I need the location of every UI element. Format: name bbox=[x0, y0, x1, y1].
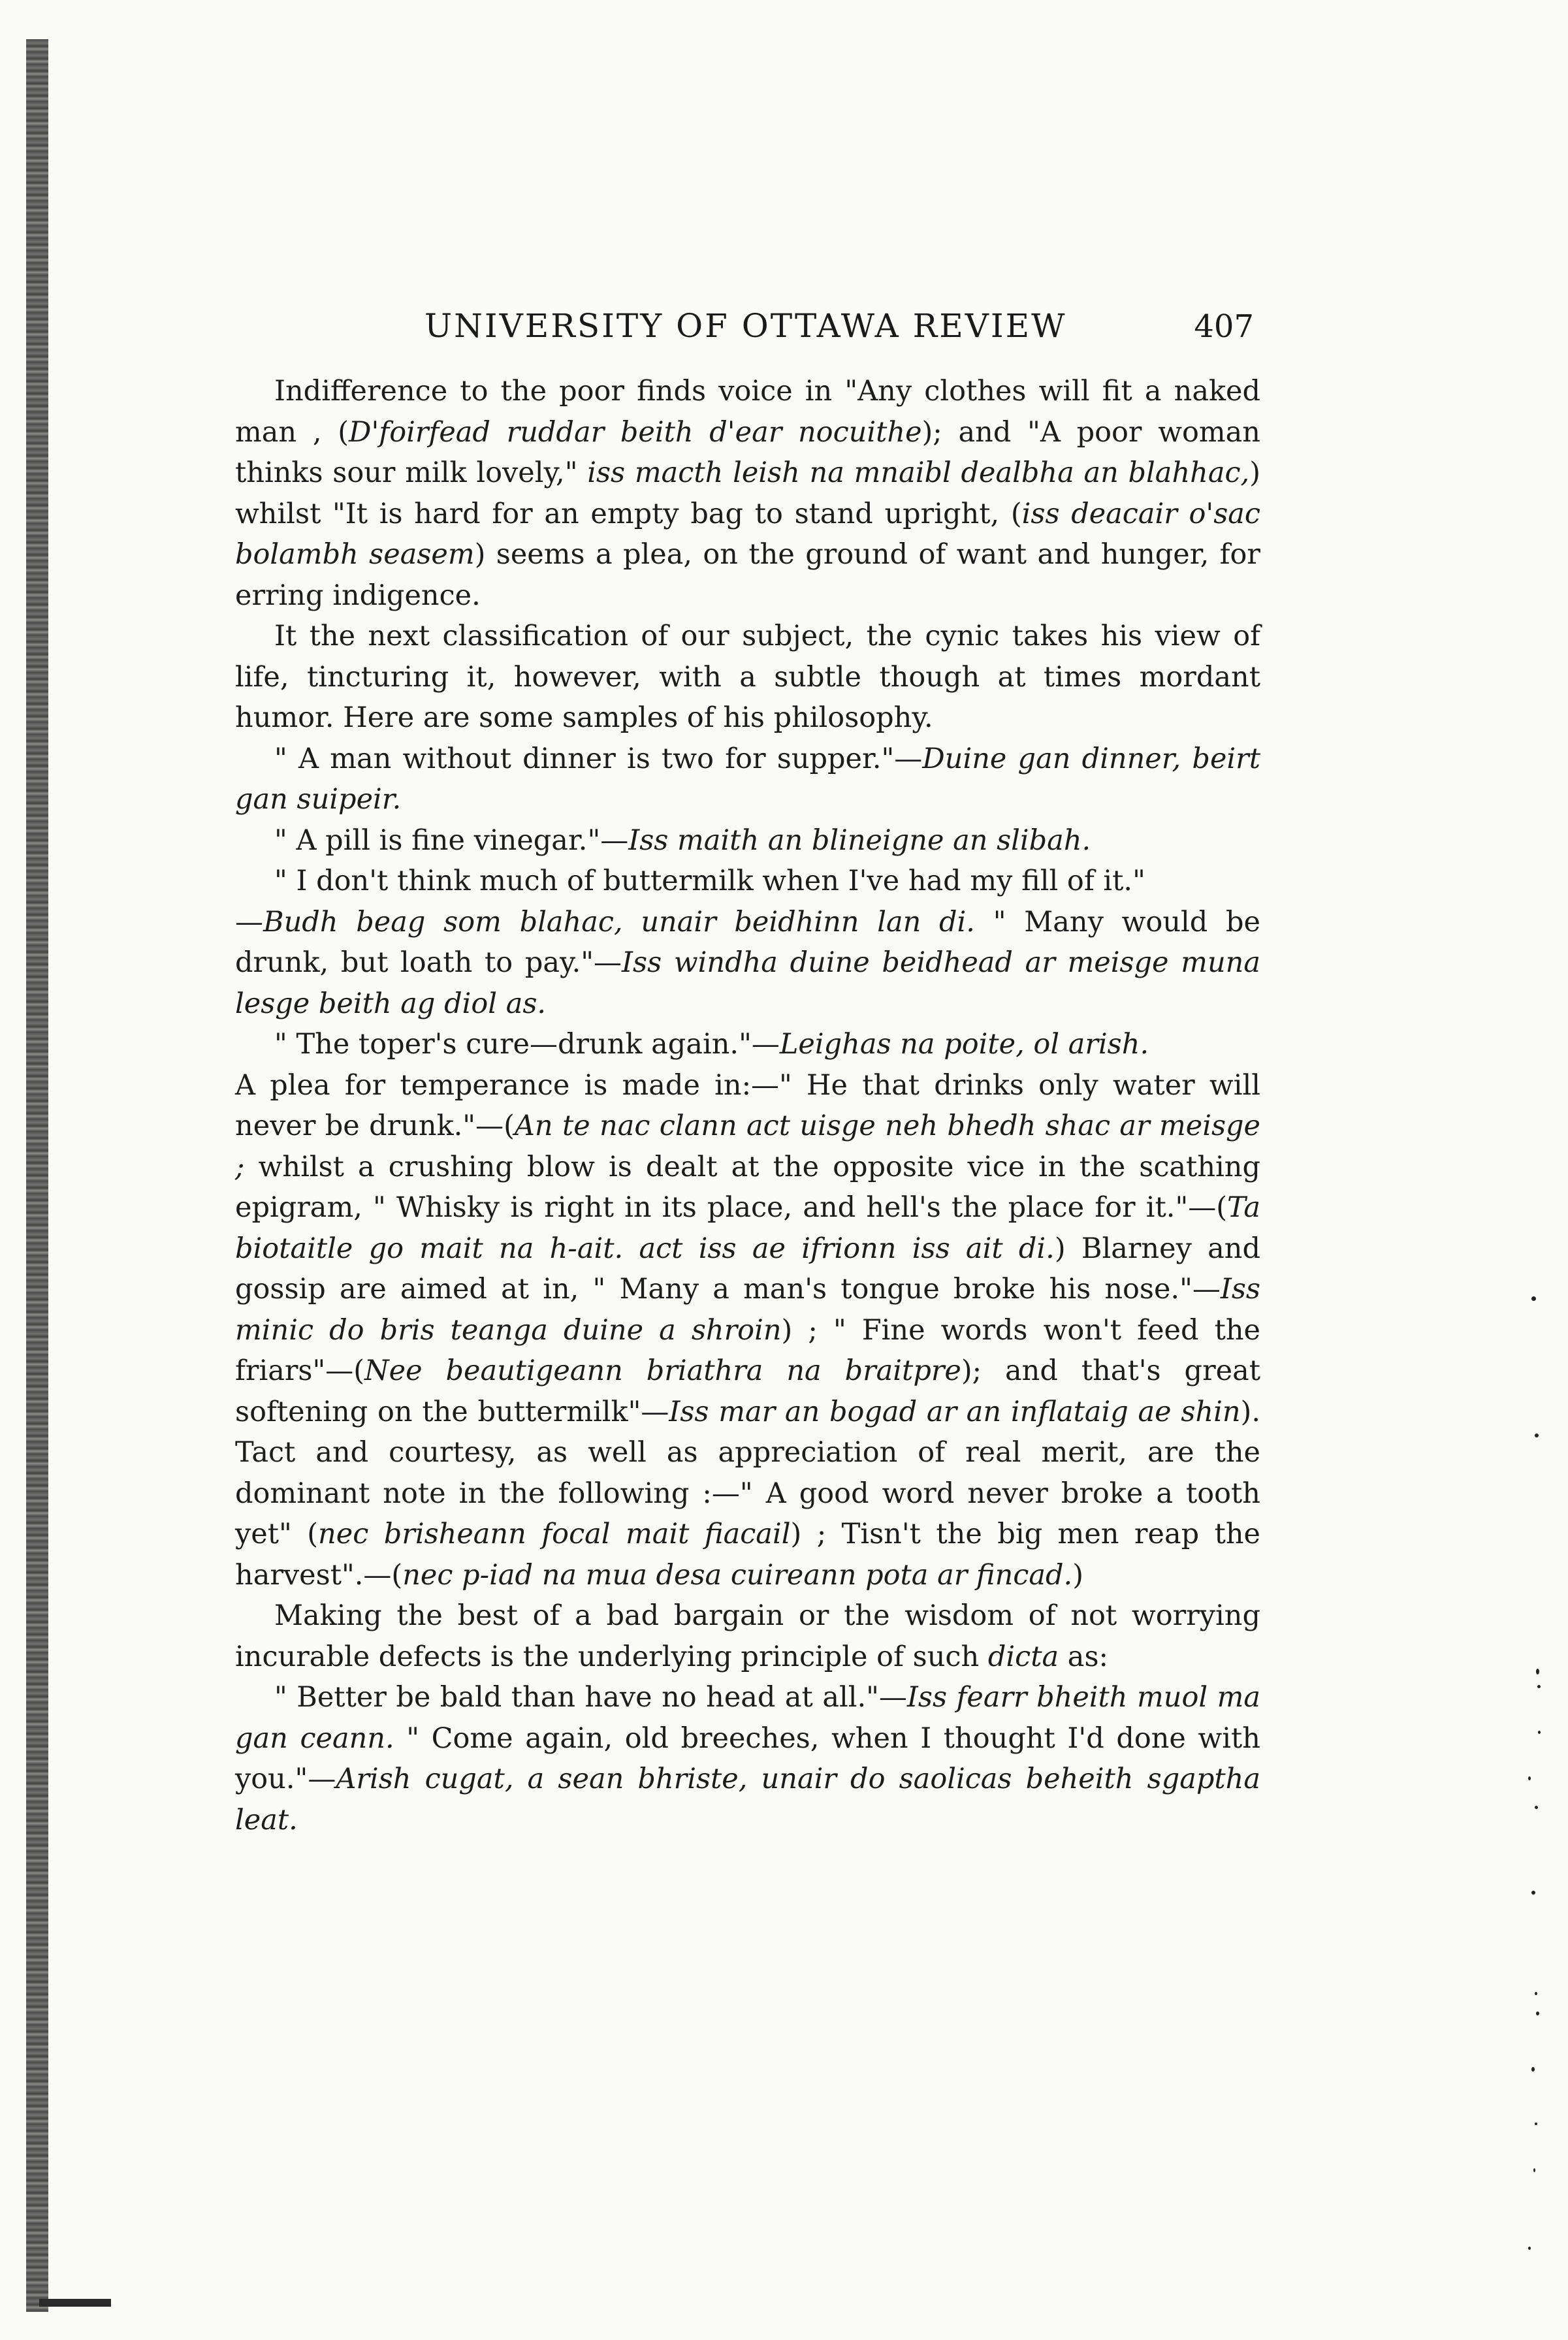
scan-speck bbox=[1535, 1434, 1539, 1437]
gaelic-proverb-text: Iss maith an blineigne an slibah. bbox=[628, 824, 1091, 857]
scan-speck bbox=[1528, 2247, 1531, 2250]
paragraph bbox=[235, 1024, 1260, 1065]
paragraph bbox=[235, 902, 1260, 1025]
paragraph-text: ) seems a plea, on the ground of want and hunger, for erring indigence. bbox=[235, 538, 1260, 612]
scan-speck bbox=[1531, 1891, 1535, 1895]
paragraph bbox=[235, 1595, 1260, 1677]
paragraph bbox=[235, 616, 1260, 739]
paragraph-text: " A man without dinner is two for supper."— bbox=[274, 742, 923, 775]
scan-speck bbox=[1537, 1685, 1541, 1688]
paragraph-text: ) ; " Fine words won't feed the friars"—( bbox=[235, 1313, 1261, 1387]
paragraph bbox=[235, 1677, 1260, 1840]
gaelic-proverb-text: dicta bbox=[987, 1640, 1059, 1673]
scan-speck bbox=[1536, 1669, 1539, 1675]
paragraph-text: ); and that's great softening on the buttermilk"— bbox=[235, 1354, 1260, 1428]
paragraph-text: A plea for temperance is made in:—" He that drinks only water will never be drunk."—( bbox=[235, 1068, 1260, 1142]
scan-speck bbox=[1531, 2067, 1535, 2072]
paragraph bbox=[235, 861, 1260, 902]
journal-title: UNIVERSITY OF OTTAWA REVIEW bbox=[424, 307, 1067, 345]
paragraph-text: ) whilst "It is hard for an empty bag to stand upright, ( bbox=[235, 457, 1261, 530]
page-number: 407 bbox=[1194, 308, 1254, 345]
document-page bbox=[235, 307, 1260, 1840]
paragraph-text: Making the best of a bad bargain or the wisdom of not worrying incurable defects is the underlying principle of such bbox=[235, 1599, 1260, 1673]
gaelic-proverb-text: Duine gan dinner, beirt gan suipeir. bbox=[235, 742, 1260, 816]
paragraph bbox=[235, 820, 1260, 861]
body-text bbox=[235, 371, 1260, 1840]
running-header bbox=[235, 307, 1260, 345]
paragraph-text: It the next classification of our subject, the cynic takes his view of life, tincturing it, however, with a subtle though at times mordant humor. Here are some samples of his philosophy. bbox=[235, 620, 1260, 734]
scan-speck bbox=[1535, 1992, 1537, 1995]
paragraph bbox=[235, 1065, 1260, 1596]
gaelic-proverb-text: Nee beautigeann briathra na braitpre bbox=[364, 1354, 961, 1387]
paragraph-text: ) bbox=[1072, 1558, 1084, 1592]
gaelic-proverb-text: Arish cugat, a sean bhriste, unair do saolicas beheith sgaptha leat. bbox=[235, 1763, 1260, 1836]
book-binding-edge bbox=[26, 39, 48, 2312]
gaelic-proverb-text: iss deacair o'sac bolambh seasem bbox=[235, 497, 1260, 571]
paragraph-text: " A pill is fine vinegar."— bbox=[274, 824, 629, 857]
gaelic-proverb-text: Iss fearr bheith muol ma gan ceann. bbox=[235, 1681, 1260, 1755]
gaelic-proverb-text: Budh beag som blahac, unair beidhinn lan di. bbox=[263, 905, 975, 938]
paragraph-text: " Come again, old breeches, when I thought I'd done with you."— bbox=[235, 1722, 1260, 1795]
gaelic-proverb-text: iss macth leish na mnaibl dealbha an blahhac, bbox=[587, 457, 1250, 489]
paragraph-text: as: bbox=[1059, 1640, 1108, 1673]
scan-speck bbox=[1531, 1296, 1536, 1301]
paragraph-text: " I don't think much of buttermilk when I've had my fill of it." bbox=[274, 865, 1145, 897]
gaelic-proverb-text: nec p-iad na mua desa cuireann pota ar fincad. bbox=[402, 1558, 1073, 1592]
scan-speck bbox=[1533, 2168, 1535, 2172]
paragraph-text: ) ; Tisn't the big men reap the harvest".—( bbox=[235, 1518, 1260, 1592]
paragraph-text: " The toper's cure—drunk again."— bbox=[274, 1028, 780, 1061]
scan-speck bbox=[1535, 1806, 1538, 1809]
gaelic-proverb-text: Iss mar an bogad ar an inflataig ae shin bbox=[669, 1395, 1241, 1428]
paragraph bbox=[235, 371, 1260, 616]
gaelic-proverb-text: nec brisheann focal mait fiacail bbox=[318, 1518, 791, 1550]
paragraph-text: whilst a crushing blow is dealt at the opposite vice in the scathing epigram, " Whisky is right in its place, and hell's the place for it."—( bbox=[235, 1150, 1260, 1224]
scan-speck bbox=[1538, 1731, 1541, 1734]
paragraph-text: " Many would be drunk, but loath to pay."— bbox=[235, 905, 1261, 979]
gaelic-proverb-text: Leighas na poite, ol arish. bbox=[779, 1028, 1149, 1061]
gaelic-proverb-text: An te nac clann act uisge neh bhedh shac ar meisge ; bbox=[235, 1110, 1260, 1183]
binding-foot-mark bbox=[39, 2299, 111, 2307]
paragraph-text: Indifference to the poor finds voice in "Any clothes will fit a naked man , ( bbox=[235, 375, 1260, 449]
gaelic-proverb-text: Iss windha duine beidhead ar meisge muna lesge beith ag diol as. bbox=[235, 946, 1260, 1020]
paragraph bbox=[235, 739, 1260, 820]
paragraph-text: " Better be bald than have no head at all."— bbox=[274, 1681, 907, 1714]
gaelic-proverb-text: Ta biotaitle go mait na h-ait. act iss ae ifrionn iss ait di. bbox=[235, 1191, 1260, 1265]
scan-speck bbox=[1536, 2011, 1539, 2015]
scan-speck bbox=[1535, 2123, 1537, 2125]
gaelic-proverb-text: D'foirfead ruddar beith d'ear nocuithe bbox=[349, 415, 922, 449]
scan-speck bbox=[1528, 1776, 1531, 1780]
paragraph-text: ) Blarney and gossip are aimed at in, " Many a man's tongue broke his nose."— bbox=[235, 1232, 1260, 1306]
paragraph-text: — bbox=[235, 905, 263, 938]
paragraph-text: ); and "A poor woman thinks sour milk lovely," bbox=[235, 415, 1260, 489]
paragraph-text: ). Tact and courtesy, as well as appreciation of real merit, are the dominant note in the following :—" A good word never broke a tooth yet" ( bbox=[235, 1395, 1260, 1550]
gaelic-proverb-text: Iss minic do bris teanga duine a shroin bbox=[235, 1273, 1260, 1347]
